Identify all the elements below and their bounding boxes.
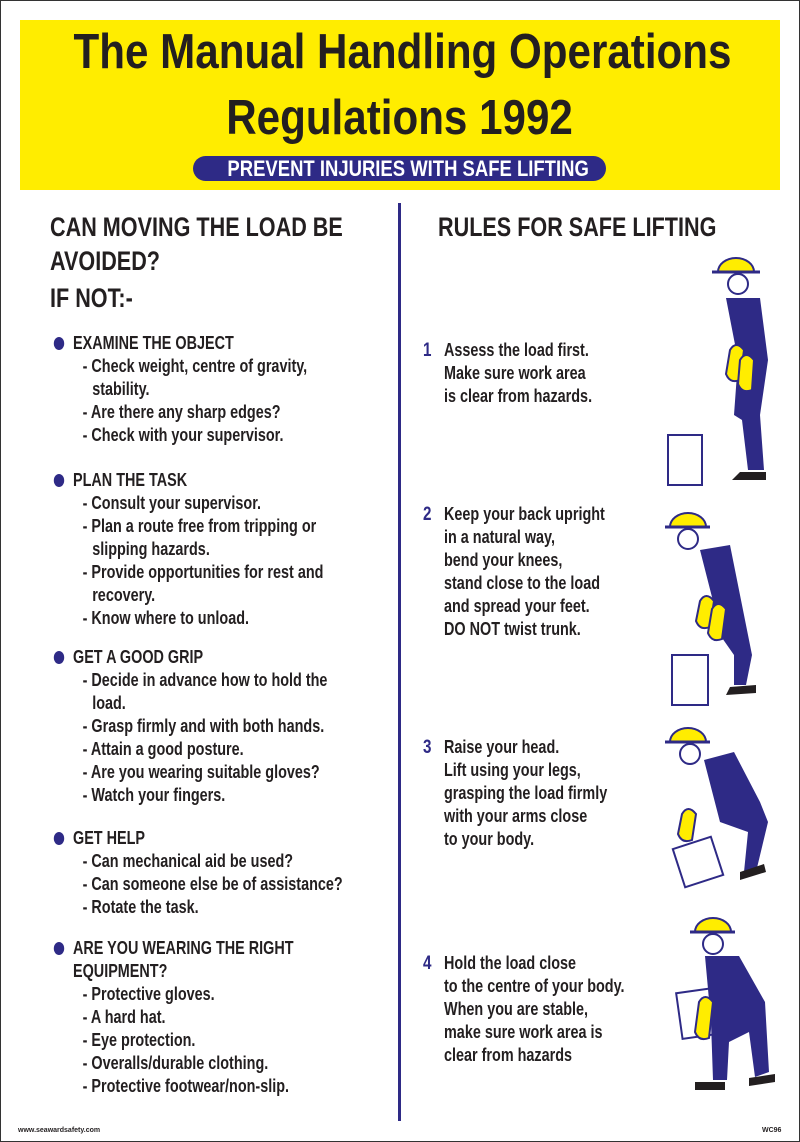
step-line: grasping the load firmly xyxy=(444,783,608,803)
bullet-icon xyxy=(54,651,64,664)
step-number: 1 xyxy=(423,340,432,361)
step-line: and spread your feet. xyxy=(444,596,590,616)
checklist-line: - Consult your supervisor. xyxy=(82,493,262,513)
checklist-line: - Provide opportunities for rest and xyxy=(82,562,324,582)
checklist-line: - Attain a good posture. xyxy=(82,739,244,759)
checklist-section xyxy=(73,646,327,807)
checklist-line: recovery. xyxy=(92,585,156,605)
section-title: GET HELP xyxy=(73,828,146,848)
checklist-line: - Protective footwear/non-slip. xyxy=(82,1076,290,1096)
title-line-1 xyxy=(20,24,780,80)
box-icon xyxy=(672,655,708,705)
checklist-section xyxy=(73,937,294,1098)
section-title: EQUIPMENT? xyxy=(73,961,168,981)
checklist-line: - Check with your supervisor. xyxy=(82,425,284,445)
checklist-line: - Check weight, centre of gravity, xyxy=(82,356,308,376)
worker-figure-bending xyxy=(660,505,780,710)
checklist-section xyxy=(73,332,307,447)
heading-line: IF NOT:- xyxy=(50,283,133,313)
checklist-line: - A hard hat. xyxy=(82,1007,166,1027)
step-line: to your body. xyxy=(444,829,535,849)
title-text: Regulations 1992 xyxy=(226,91,574,145)
title-line-2 xyxy=(20,90,780,146)
checklist-line: - Plan a route free from tripping or xyxy=(82,516,317,536)
step-text xyxy=(444,952,625,1067)
checklist-line: - Protective gloves. xyxy=(82,984,215,1004)
step-line: stand close to the load xyxy=(444,573,601,593)
step-text xyxy=(444,503,605,641)
checklist-line: stability. xyxy=(92,379,150,399)
heading-line: AVOIDED? xyxy=(50,246,161,276)
title-text: The Manual Handling Operations xyxy=(73,25,732,79)
hard-hat-icon xyxy=(670,728,706,742)
checklist-line: - Can someone else be of assistance? xyxy=(82,874,343,894)
checklist-section xyxy=(73,827,343,919)
step-line: Make sure work area xyxy=(444,363,586,383)
subtitle-pill xyxy=(193,156,606,181)
step-text xyxy=(444,339,592,408)
heading-line: CAN MOVING THE LOAD BE xyxy=(50,212,343,242)
step-line: Hold the load close xyxy=(444,953,577,973)
bullet-icon xyxy=(54,942,64,955)
step-line: clear from hazards xyxy=(444,1045,573,1065)
left-heading xyxy=(50,210,343,315)
step-line: Assess the load first. xyxy=(444,340,589,360)
checklist-line: - Know where to unload. xyxy=(82,608,249,628)
hard-hat-icon xyxy=(670,513,706,527)
checklist-line: - Are you wearing suitable gloves? xyxy=(82,762,320,782)
section-title: GET A GOOD GRIP xyxy=(73,647,204,667)
step-number: 2 xyxy=(423,504,432,525)
step-line: make sure work area is xyxy=(444,1022,603,1042)
box-icon xyxy=(673,837,723,887)
hard-hat-icon xyxy=(695,918,731,932)
step-line: is clear from hazards. xyxy=(444,386,593,406)
checklist-line: - Decide in advance how to hold the xyxy=(82,670,328,690)
hard-hat-icon xyxy=(718,258,754,272)
checklist-line: - Rotate the task. xyxy=(82,897,199,917)
checklist-section xyxy=(73,469,323,630)
checklist-line: slipping hazards. xyxy=(92,539,210,559)
column-divider xyxy=(398,203,401,1121)
checklist-line: - Overalls/durable clothing. xyxy=(82,1053,269,1073)
step-line: to the centre of your body. xyxy=(444,976,625,996)
subtitle-text: PREVENT INJURIES WITH SAFE LIFTING xyxy=(227,156,589,181)
step-line: DO NOT twist trunk. xyxy=(444,619,581,639)
section-title: EXAMINE THE OBJECT xyxy=(73,333,234,353)
bullet-icon xyxy=(54,337,64,350)
right-heading: RULES FOR SAFE LIFTING xyxy=(438,212,717,242)
step-line: in a natural way, xyxy=(444,527,555,547)
section-title: ARE YOU WEARING THE RIGHT xyxy=(73,938,294,958)
poster-code: WC96 xyxy=(762,1127,782,1134)
step-line: with your arms close xyxy=(444,806,588,826)
checklist-line: - Are there any sharp edges? xyxy=(82,402,281,422)
bullet-icon xyxy=(54,832,64,845)
worker-figure-lifting xyxy=(660,722,780,897)
bullet-icon xyxy=(54,474,64,487)
worker-figure-standing xyxy=(660,250,780,490)
worker-figure-holding xyxy=(665,912,780,1102)
step-line: bend your knees, xyxy=(444,550,563,570)
checklist-line: load. xyxy=(92,693,126,713)
checklist-line: - Watch your fingers. xyxy=(82,785,226,805)
box-icon xyxy=(668,435,702,485)
website-footer: www.seawardsafety.com xyxy=(18,1127,101,1134)
step-line: Keep your back upright xyxy=(444,504,605,524)
checklist-line: - Can mechanical aid be used? xyxy=(82,851,294,871)
step-line: Raise your head. xyxy=(444,737,560,757)
checklist-line: - Grasp firmly and with both hands. xyxy=(82,716,325,736)
section-title: PLAN THE TASK xyxy=(73,470,188,490)
step-line: Lift using your legs, xyxy=(444,760,581,780)
step-text xyxy=(444,736,607,851)
step-number: 4 xyxy=(423,953,432,974)
checklist-line: - Eye protection. xyxy=(82,1030,196,1050)
step-number: 3 xyxy=(423,737,432,758)
step-line: When you are stable, xyxy=(444,999,589,1019)
